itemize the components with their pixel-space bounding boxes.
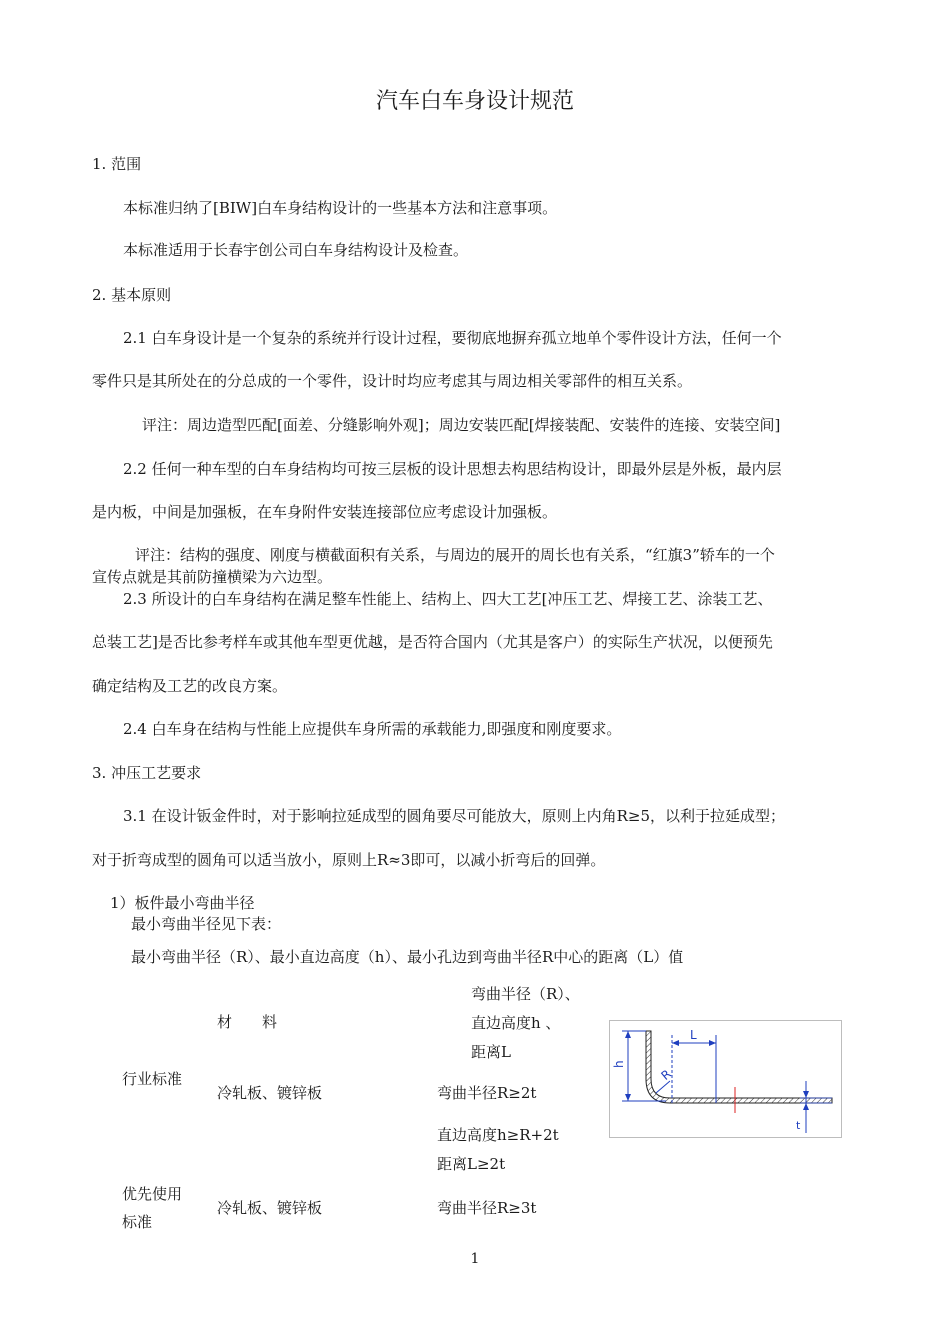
dim-R-label: R: [658, 1066, 674, 1083]
clause-2-1-line-1: 2.1 白车身设计是一个复杂的系统并行设计过程，要彻底地摒弃孤立地单个零件设计方法，任何一个: [123, 329, 782, 347]
clause-2-2-line-1: 2.2 任何一种车型的白车身结构均可按三层板的设计思想去构思结构设计，即最外层是外板，最内层: [123, 460, 782, 478]
clause-2-3-line-3: 确定结构及工艺的改良方案。: [92, 677, 288, 695]
table-row-2-standard-line-2: 标准: [122, 1213, 153, 1231]
table-row-1-standard: 行业标准: [122, 1070, 183, 1088]
dim-t-label: t: [796, 1119, 801, 1132]
bend-radius-diagram: [609, 1020, 842, 1138]
section-1-heading: 1. 范围: [92, 155, 142, 173]
page-number: 1: [470, 1251, 480, 1267]
clause-2-3-line-1: 2.3 所设计的白车身结构在满足整车性能上、结构上、四大工艺[冲压工艺、焊接工艺、涂装工艺、: [123, 590, 773, 608]
dim-R-line: [656, 1081, 670, 1093]
table-row-1-requirement-2: 直边高度h≥R+2t: [437, 1126, 559, 1144]
clause-2-2-line-2: 是内板，中间是加强板，在车身附件安装连接部位应考虑设计加强板。: [92, 503, 558, 521]
clause-2-1-note: 评注：周边造型匹配[面差、分缝影响外观]；周边安装匹配[焊接装配、安装件的连接、安装空间]: [142, 416, 781, 434]
table-header-material: 材 料: [217, 1013, 278, 1031]
table-row-2-material: 冷轧板、镀锌板: [217, 1199, 323, 1217]
bend-diagram-svg: [610, 1021, 841, 1137]
section-1-paragraph-1: 本标准归纳了[BIW]白车身结构设计的一些基本方法和注意事项。: [123, 199, 558, 217]
clause-2-2-note-line-2: 宣传点就是其前防撞横梁为六边型。: [92, 568, 333, 586]
dim-L-label: L: [690, 1028, 697, 1042]
table-header-requirement-line-1: 弯曲半径（R）、: [471, 985, 580, 1003]
page-title: 汽车白车身设计规范: [375, 89, 574, 114]
clause-2-2-note-line-1: 评注：结构的强度、刚度与横截面积有关系，与周边的展开的周长也有关系，“红旗3”轿车的一个: [135, 546, 775, 564]
clause-3-1-line-2: 对于折弯成型的圆角可以适当放小，原则上R≈3即可，以减小折弯后的回弹。: [92, 851, 606, 869]
clause-2-3-line-2: 总装工艺]是否比参考样车或其他车型更优越，是否符合国内（尤其是客户）的实际生产状况，以便预先: [92, 633, 773, 651]
clause-2-1-line-2: 零件只是其所处在的分总成的一个零件，设计时均应考虑其与周边相关零部件的相互关系。: [92, 372, 693, 390]
table-header-requirement-line-2: 直边高度h 、: [471, 1014, 561, 1032]
table-caption: 最小弯曲半径（R）、最小直边高度（h）、最小孔边到弯曲半径R中心的距离（L）值: [131, 948, 684, 966]
table-row-1-material: 冷轧板、镀锌板: [217, 1084, 323, 1102]
table-row-2-standard-line-1: 优先使用: [122, 1185, 183, 1203]
table-row-1-requirement-3: 距离L≥2t: [437, 1155, 506, 1173]
clause-2-4: 2.4 白车身在结构与性能上应提供车身所需的承载能力,即强度和刚度要求。: [123, 720, 622, 738]
item-1-subtitle: 最小弯曲半径见下表：: [131, 915, 282, 933]
table-header-requirement-line-3: 距离L: [471, 1043, 511, 1061]
section-2-heading: 2. 基本原则: [92, 286, 172, 304]
clause-3-1-line-1: 3.1 在设计钣金件时，对于影响拉延成型的圆角要尽可能放大，原则上内角R≥5，以利于拉延成型；: [123, 807, 786, 825]
item-1-heading: 1）板件最小弯曲半径: [110, 894, 255, 912]
table-row-2-requirement-1: 弯曲半径R≥3t: [437, 1199, 537, 1217]
section-3-heading: 3. 冲压工艺要求: [92, 764, 202, 782]
table-row-1-requirement-1: 弯曲半径R≥2t: [437, 1084, 537, 1102]
section-1-paragraph-2: 本标准适用于长春宇创公司白车身结构设计及检查。: [123, 241, 469, 259]
dim-h-label: h: [612, 1060, 626, 1068]
